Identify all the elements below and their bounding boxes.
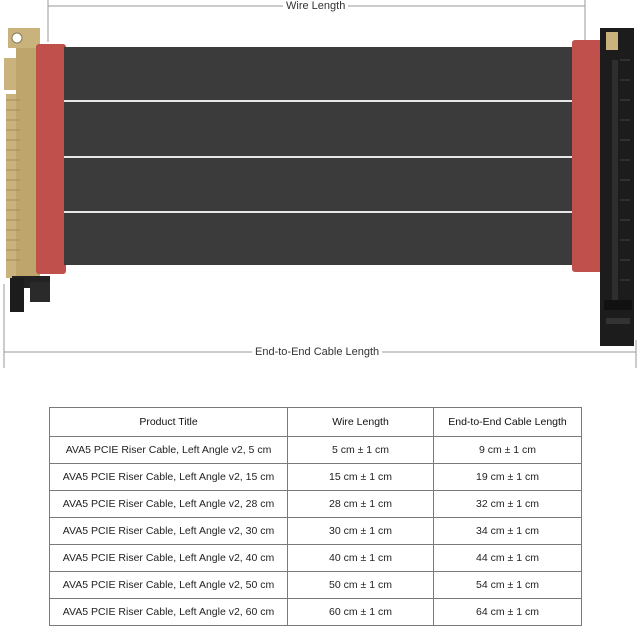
right-connector-housing (572, 40, 604, 272)
wire-length-cell: 60 cm ± 1 cm (288, 599, 434, 626)
header-end-to-end-length: End-to-End Cable Length (434, 408, 582, 437)
end-to-end-length-cell: 44 cm ± 1 cm (434, 545, 582, 572)
wire-length-label: Wire Length (283, 0, 348, 12)
table-row (50, 545, 582, 572)
product-title-cell: AVA5 PCIE Riser Cable, Left Angle v2, 28 cm (50, 491, 288, 518)
product-title-cell: AVA5 PCIE Riser Cable, Left Angle v2, 5 cm (50, 437, 288, 464)
table-row (50, 491, 582, 518)
product-title-cell: AVA5 PCIE Riser Cable, Left Angle v2, 40 cm (50, 545, 288, 572)
ribbon-cable (64, 47, 574, 265)
product-length-table (49, 407, 582, 626)
end-to-end-length-cell: 32 cm ± 1 cm (434, 491, 582, 518)
table-row (50, 572, 582, 599)
table-row (50, 599, 582, 626)
product-title-cell: AVA5 PCIE Riser Cable, Left Angle v2, 15 cm (50, 464, 288, 491)
end-to-end-length-label: End-to-End Cable Length (252, 346, 382, 358)
end-to-end-length-cell: 9 cm ± 1 cm (434, 437, 582, 464)
end-to-end-length-cell: 54 cm ± 1 cm (434, 572, 582, 599)
right-pcie-slot (600, 28, 634, 346)
wire-length-cell: 15 cm ± 1 cm (288, 464, 434, 491)
header-product-title: Product Title (50, 408, 288, 437)
wire-length-cell: 50 cm ± 1 cm (288, 572, 434, 599)
end-to-end-length-cell: 64 cm ± 1 cm (434, 599, 582, 626)
end-to-end-length-cell: 19 cm ± 1 cm (434, 464, 582, 491)
end-to-end-length-cell: 34 cm ± 1 cm (434, 518, 582, 545)
table-row (50, 518, 582, 545)
header-wire-length: Wire Length (288, 408, 434, 437)
table-row (50, 464, 582, 491)
left-connector-housing (36, 44, 66, 274)
product-title-cell: AVA5 PCIE Riser Cable, Left Angle v2, 30 cm (50, 518, 288, 545)
table-row (50, 437, 582, 464)
product-title-cell: AVA5 PCIE Riser Cable, Left Angle v2, 50 cm (50, 572, 288, 599)
wire-length-cell: 28 cm ± 1 cm (288, 491, 434, 518)
wire-length-cell: 5 cm ± 1 cm (288, 437, 434, 464)
table-header-row (50, 408, 582, 437)
wire-length-cell: 30 cm ± 1 cm (288, 518, 434, 545)
product-title-cell: AVA5 PCIE Riser Cable, Left Angle v2, 60 cm (50, 599, 288, 626)
wire-length-cell: 40 cm ± 1 cm (288, 545, 434, 572)
